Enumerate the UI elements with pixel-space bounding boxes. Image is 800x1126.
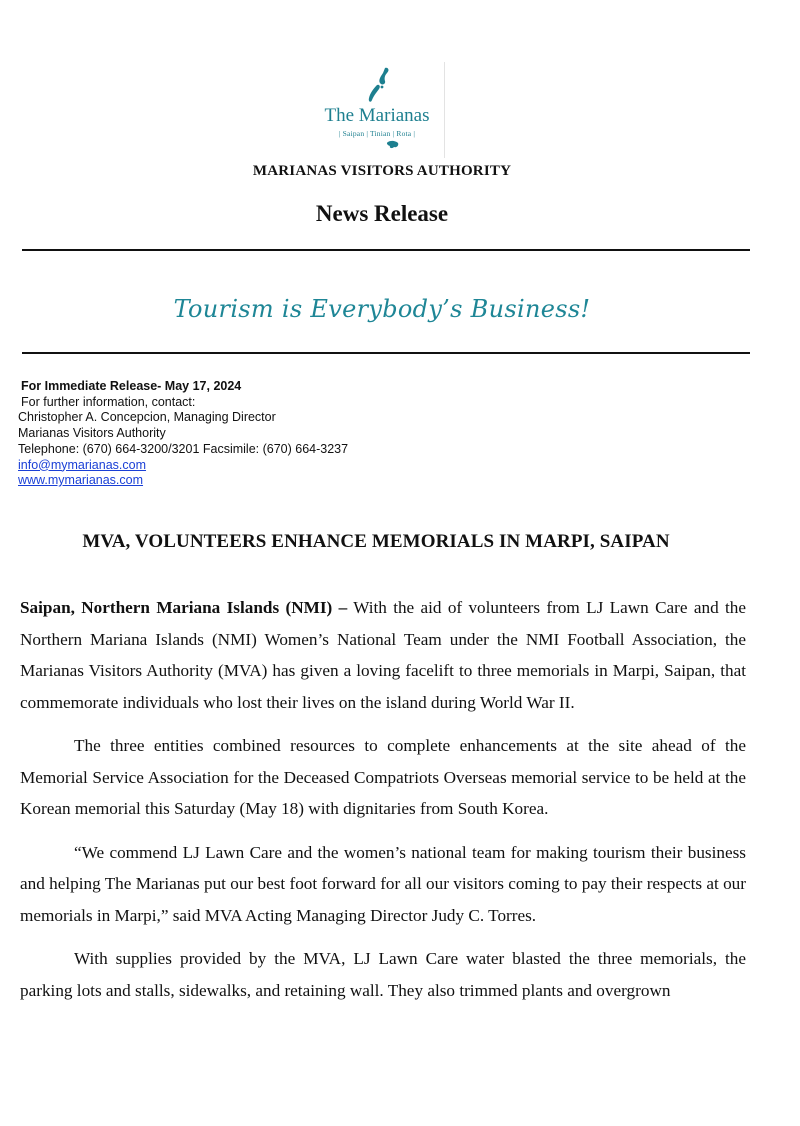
article-paragraph: “We commend LJ Lawn Care and the women’s national team for making tourism their business and helping The Marianas put our best foot forward for all our visitors coming to pay their respects at our memorials in Marpi,” said MVA Acting Managing Director Judy C. Torres.: [20, 842, 746, 925]
article-paragraph: The three entities combined resources to complete enhancements at the site ahead of the Memorial Service Association for the Deceased Compatriots Overseas memorial service to be held at the Korean memorial this Saturday (May 18) with dignitaries from South Korea.: [20, 736, 746, 818]
logo-name: The Marianas: [324, 105, 430, 126]
dateline: Saipan, Northern Mariana Islands (NMI) –: [20, 598, 348, 617]
logo-divider: [444, 62, 445, 158]
website-link[interactable]: www.mymarianas.com: [18, 473, 144, 488]
contact-phone-fax: Telephone: (670) 664-3200/3201 Facsimile: (670) 664-3237: [18, 441, 349, 456]
header-divider-top: [22, 249, 750, 251]
page-title: News Release: [315, 201, 449, 226]
article-body: [20, 592, 746, 1018]
contact-block: [18, 379, 348, 489]
further-info-label: For further information, contact:: [21, 394, 196, 409]
article-headline: MVA, VOLUNTEERS ENHANCE MEMORIALS IN MARPI, SAIPAN: [82, 531, 670, 552]
island-rota-icon: [386, 140, 400, 150]
release-date: For Immediate Release- May 17, 2024: [21, 379, 242, 393]
article-paragraph: [20, 592, 746, 718]
islands-map-icon: [368, 67, 392, 107]
slogan: Tourism is Everybody’s Business!: [173, 295, 591, 323]
header-divider-bottom: [22, 352, 750, 354]
organization-name: MARIANAS VISITORS AUTHORITY: [252, 163, 512, 179]
article-paragraph: With supplies provided by the MVA, LJ Lawn Care water blasted the three memorials, the parking lots and stalls, sidewalks, and retaining wall. They also trimmed plants and overgrown: [20, 949, 746, 1000]
paragraph-text: With the aid of volunteers from LJ Lawn Care and the Northern Mariana Islands (NMI) Women’s National Team under the NMI Football Association, the Marianas Visitors Authority (MVA) has given a loving facelift to three memorials in Marpi, Saipan, that commemorate individuals who lost their lives on the island during World War II.: [20, 598, 746, 712]
contact-name: Christopher A. Concepcion, Managing Director: [18, 410, 276, 425]
email-link[interactable]: info@mymarianas.com: [18, 457, 147, 472]
marianas-logo: [318, 62, 446, 158]
contact-organization: Marianas Visitors Authority: [18, 426, 166, 441]
logo-tagline: | Saipan | Tinian | Rota |: [338, 129, 416, 138]
